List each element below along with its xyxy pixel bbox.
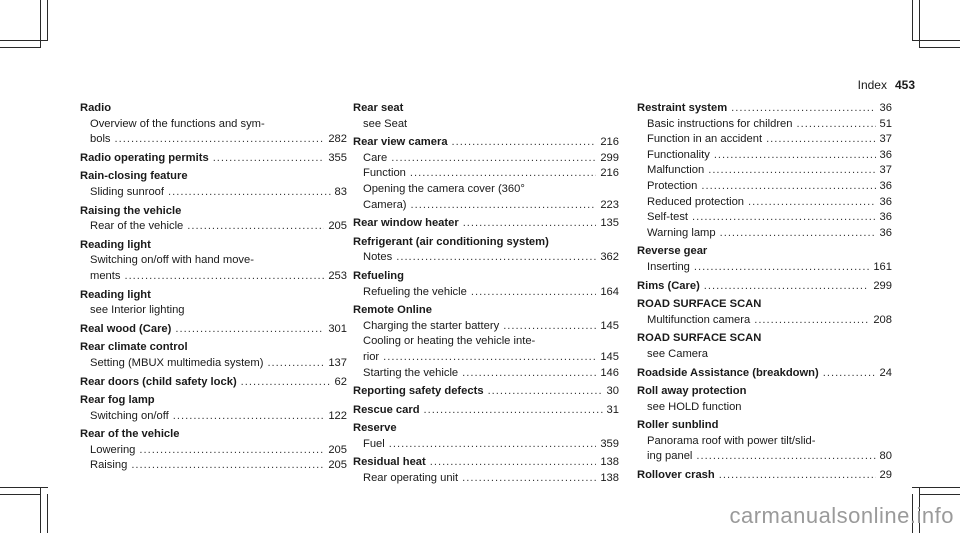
dot-leader [708,163,875,179]
index-entry [353,303,619,319]
index-entry [353,403,619,419]
entry-text: Refrigerant (air conditioning system) [353,235,549,248]
page-ref[interactable]: 37 [879,164,892,177]
page-ref[interactable]: 208 [873,313,892,326]
index-subentry [637,260,892,276]
index-subentry [353,250,619,266]
entry-text: Reduced protection [647,195,745,208]
entry-text: Remote Online [353,304,432,317]
dot-leader [719,468,876,484]
dot-leader [139,443,324,459]
entry-text: Care [363,151,388,164]
index-subentry [637,132,892,148]
page-ref[interactable]: 36 [879,211,892,224]
index-entry [80,288,347,304]
entry-text: Radio operating permits [80,151,209,164]
index-entry [637,101,892,117]
page-ref[interactable]: 137 [328,356,347,369]
index-subentry [353,198,619,214]
entry-text: Rear window heater [353,217,459,230]
index-subentry [353,285,619,301]
entry-text: Real wood (Care) [80,322,172,335]
entry-text: Panorama roof with power tilt/slid- [647,434,816,447]
index-entry [80,375,347,391]
dot-leader [389,437,597,453]
page-ref[interactable]: 161 [873,260,892,273]
page-ref[interactable]: 205 [328,443,347,456]
index-subentry [80,458,347,474]
entry-text: see Seat [363,117,408,130]
index-entry [80,151,347,167]
index-subentry [637,449,892,465]
index-subentry [637,226,892,242]
index-entry [80,238,347,254]
index-subentry [80,443,347,459]
crop-mark [912,0,913,40]
entry-text: Switching on/off [90,409,169,422]
index-subentry [353,117,619,133]
page-ref[interactable]: 24 [879,366,892,379]
page-ref[interactable]: 205 [328,220,347,233]
entry-text: Function in an accident [647,133,763,146]
running-header [858,78,915,92]
page-ref[interactable]: 359 [600,437,619,450]
entry-text: Roll away protection [637,385,747,398]
dot-leader [430,455,597,471]
entry-text: Reporting safety defects [353,385,484,398]
entry-text: Refueling [353,269,404,282]
page-ref[interactable]: 299 [873,279,892,292]
entry-text: Fuel [363,437,385,450]
crop-mark [0,494,40,495]
index-column-3 [637,101,892,484]
index-entry [80,204,347,220]
index-subentry [80,303,347,319]
entry-text: Rear of the vehicle [80,428,180,441]
entry-text: see Interior lighting [90,304,185,317]
page-ref[interactable]: 36 [879,226,892,239]
index-subentry [637,434,892,450]
page-ref[interactable]: 31 [606,403,619,416]
page-ref[interactable]: 122 [328,409,347,422]
index-entry [637,366,892,382]
entry-text: Setting (MBUX multimedia system) [90,356,264,369]
entry-text: Roller sunblind [637,419,719,432]
index-subentry [353,350,619,366]
entry-text: ROAD SURFACE SCAN [637,332,762,345]
index-entry [353,101,619,117]
dot-leader [452,135,597,151]
dot-leader [173,409,325,425]
page-ref[interactable]: 83 [334,185,347,198]
entry-text: Camera) [363,198,407,211]
index-subentry [637,117,892,133]
entry-text: Rescue card [353,403,420,416]
entry-text: Rollover crash [637,469,715,482]
entry-text: Rear seat [353,102,404,114]
entry-text: Function [363,167,406,180]
page-ref[interactable]: 145 [600,319,619,332]
entry-text: see Camera [647,347,708,360]
header-title: Index [857,78,887,92]
entry-text: Rear operating unit [363,472,459,485]
dot-leader [488,384,603,400]
index-subentry [80,269,347,285]
dot-leader [267,356,324,372]
entry-text: Malfunction [647,164,705,177]
index-subentry [353,366,619,382]
index-subentry [637,163,892,179]
index-entry [637,468,892,484]
dot-leader [168,185,331,201]
entry-text: see HOLD function [647,400,742,413]
page-ref[interactable]: 282 [328,133,347,146]
entry-text: Rain-closing feature [80,170,188,183]
entry-text: ments [90,269,121,282]
dot-leader [187,219,324,235]
dot-leader [424,403,603,419]
dot-leader [383,350,596,366]
entry-text: Overview of the functions and sym- [90,117,265,130]
dot-leader [471,285,596,301]
crop-mark [919,0,920,48]
dot-leader [748,195,876,211]
page-ref[interactable]: 36 [879,195,892,208]
index-column-1 [80,101,347,474]
index-entry [637,331,892,347]
entry-text: Functionality [647,148,710,161]
entry-text: Rear fog lamp [80,394,155,407]
page-ref[interactable]: 138 [600,472,619,485]
page-ref[interactable]: 355 [328,151,347,164]
dot-leader [692,210,876,226]
entry-text: Basic instructions for children [647,117,793,130]
index-entry [353,269,619,285]
entry-text: Refueling the vehicle [363,285,467,298]
page-ref[interactable]: 36 [879,179,892,192]
entry-text: Reserve [353,422,397,435]
dot-leader [701,179,875,195]
crop-mark [920,494,960,495]
index-entry [80,393,347,409]
crop-mark [40,0,41,48]
crop-mark [47,494,48,533]
index-subentry [80,117,347,133]
index-entry [637,244,892,260]
dot-leader [720,226,876,242]
index-subentry [353,319,619,335]
dot-leader [410,166,596,182]
page-ref[interactable]: 164 [600,285,619,298]
index-subentry [80,185,347,201]
dot-leader [213,151,325,167]
index-subentry [80,219,347,235]
index-subentry [637,400,892,416]
page-ref[interactable]: 223 [600,198,619,211]
index-subentry [353,166,619,182]
dot-leader [731,101,875,117]
dot-leader [391,151,596,167]
watermark: carmanualsonline.info [729,503,954,528]
index-subentry [353,334,619,350]
entry-text: Multifunction camera [647,313,751,326]
index-entry [353,216,619,232]
index-subentry [80,253,347,269]
entry-text: Reading light [80,238,151,251]
page-ref[interactable]: 138 [600,456,619,469]
index-column-2 [353,101,619,487]
entry-text: Protection [647,179,698,192]
index-subentry [353,151,619,167]
dot-leader [797,117,876,133]
index-subentry [80,409,347,425]
entry-text: Raising [90,459,128,472]
crop-mark [920,47,960,48]
entry-text: Charging the starter battery [363,319,500,332]
dot-leader [823,366,876,382]
index-entry [353,235,619,251]
dot-leader [124,269,324,285]
entry-text: rior [363,350,380,363]
entry-text: Lowering [90,443,136,456]
index-entry [80,101,347,117]
page-ref[interactable]: 216 [600,167,619,180]
entry-text: Self-test [647,211,689,224]
dot-leader [704,279,870,295]
dot-leader [115,132,325,148]
index-subentry [637,313,892,329]
dot-leader [462,471,596,487]
index-subentry [637,179,892,195]
index-entry [80,427,347,443]
page-ref[interactable]: 301 [328,322,347,335]
dot-leader [754,313,869,329]
page-ref[interactable]: 30 [606,385,619,398]
entry-text: ROAD SURFACE SCAN [637,298,762,311]
crop-mark [40,487,41,533]
page-ref[interactable]: 216 [600,136,619,149]
index-entry [637,418,892,434]
crop-mark [47,0,48,40]
page-number: 453 [894,78,915,92]
entry-text: Starting the vehicle [363,366,459,379]
entry-text: Roadside Assistance (breakdown) [637,366,819,379]
page-ref[interactable]: 145 [600,350,619,363]
index-subentry [80,356,347,372]
page-ref[interactable]: 36 [879,148,892,161]
entry-text: Rear of the vehicle [90,220,184,233]
dot-leader [463,216,597,232]
entry-text: Switching on/off with hand move- [90,254,254,267]
index-subentry [353,437,619,453]
dot-leader [714,148,876,164]
dot-leader [411,198,597,214]
page-ref[interactable]: 62 [334,375,347,388]
entry-text: Restraint system [637,102,728,114]
dot-leader [462,366,596,382]
entry-text: Notes [363,251,393,264]
index-subentry [637,347,892,363]
entry-text: ing panel [647,450,693,463]
index-entry [353,135,619,151]
entry-text: bols [90,133,111,146]
index-subentry [637,148,892,164]
index-entry [637,279,892,295]
page-ref[interactable]: 80 [879,450,892,463]
dot-leader [766,132,875,148]
entry-text: Opening the camera cover (360° [363,182,525,195]
entry-text: Reading light [80,288,151,301]
page-ref[interactable]: 135 [600,217,619,230]
entry-text: Sliding sunroof [90,185,165,198]
dot-leader [696,449,875,465]
page-ref[interactable]: 362 [600,251,619,264]
index-entry [637,297,892,313]
index-entry [80,169,347,185]
entry-text: Cooling or heating the vehicle inte- [363,335,536,348]
page-ref[interactable]: 37 [879,133,892,146]
dot-leader [396,250,596,266]
index-entry [80,340,347,356]
entry-text: Warning lamp [647,226,716,239]
index-subentry [80,132,347,148]
entry-text: Rear climate control [80,341,188,354]
page-ref[interactable]: 146 [600,366,619,379]
index-entry [637,384,892,400]
dot-leader [175,322,324,338]
dot-leader [694,260,869,276]
dot-leader [241,375,331,391]
index-subentry [637,195,892,211]
entry-text: Reverse gear [637,245,708,258]
index-subentry [637,210,892,226]
page-ref[interactable]: 253 [328,269,347,282]
entry-text: Rims (Care) [637,279,700,292]
entry-text: Raising the vehicle [80,204,182,217]
index-entry [80,322,347,338]
page-ref[interactable]: 299 [600,151,619,164]
index-entry [353,455,619,471]
page-ref[interactable]: 29 [879,469,892,482]
entry-text: Radio [80,102,112,114]
page-ref[interactable]: 205 [328,459,347,472]
crop-mark [0,47,40,48]
index-entry [353,384,619,400]
entry-text: Residual heat [353,456,426,469]
dot-leader [503,319,596,335]
index-subentry [353,182,619,198]
entry-text: Rear doors (child safety lock) [80,375,237,388]
index-entry [353,421,619,437]
dot-leader [131,458,324,474]
page-ref[interactable]: 36 [879,102,892,114]
page-ref[interactable]: 51 [879,117,892,130]
index-subentry [353,471,619,487]
entry-text: Rear view camera [353,136,448,149]
entry-text: Inserting [647,260,690,273]
